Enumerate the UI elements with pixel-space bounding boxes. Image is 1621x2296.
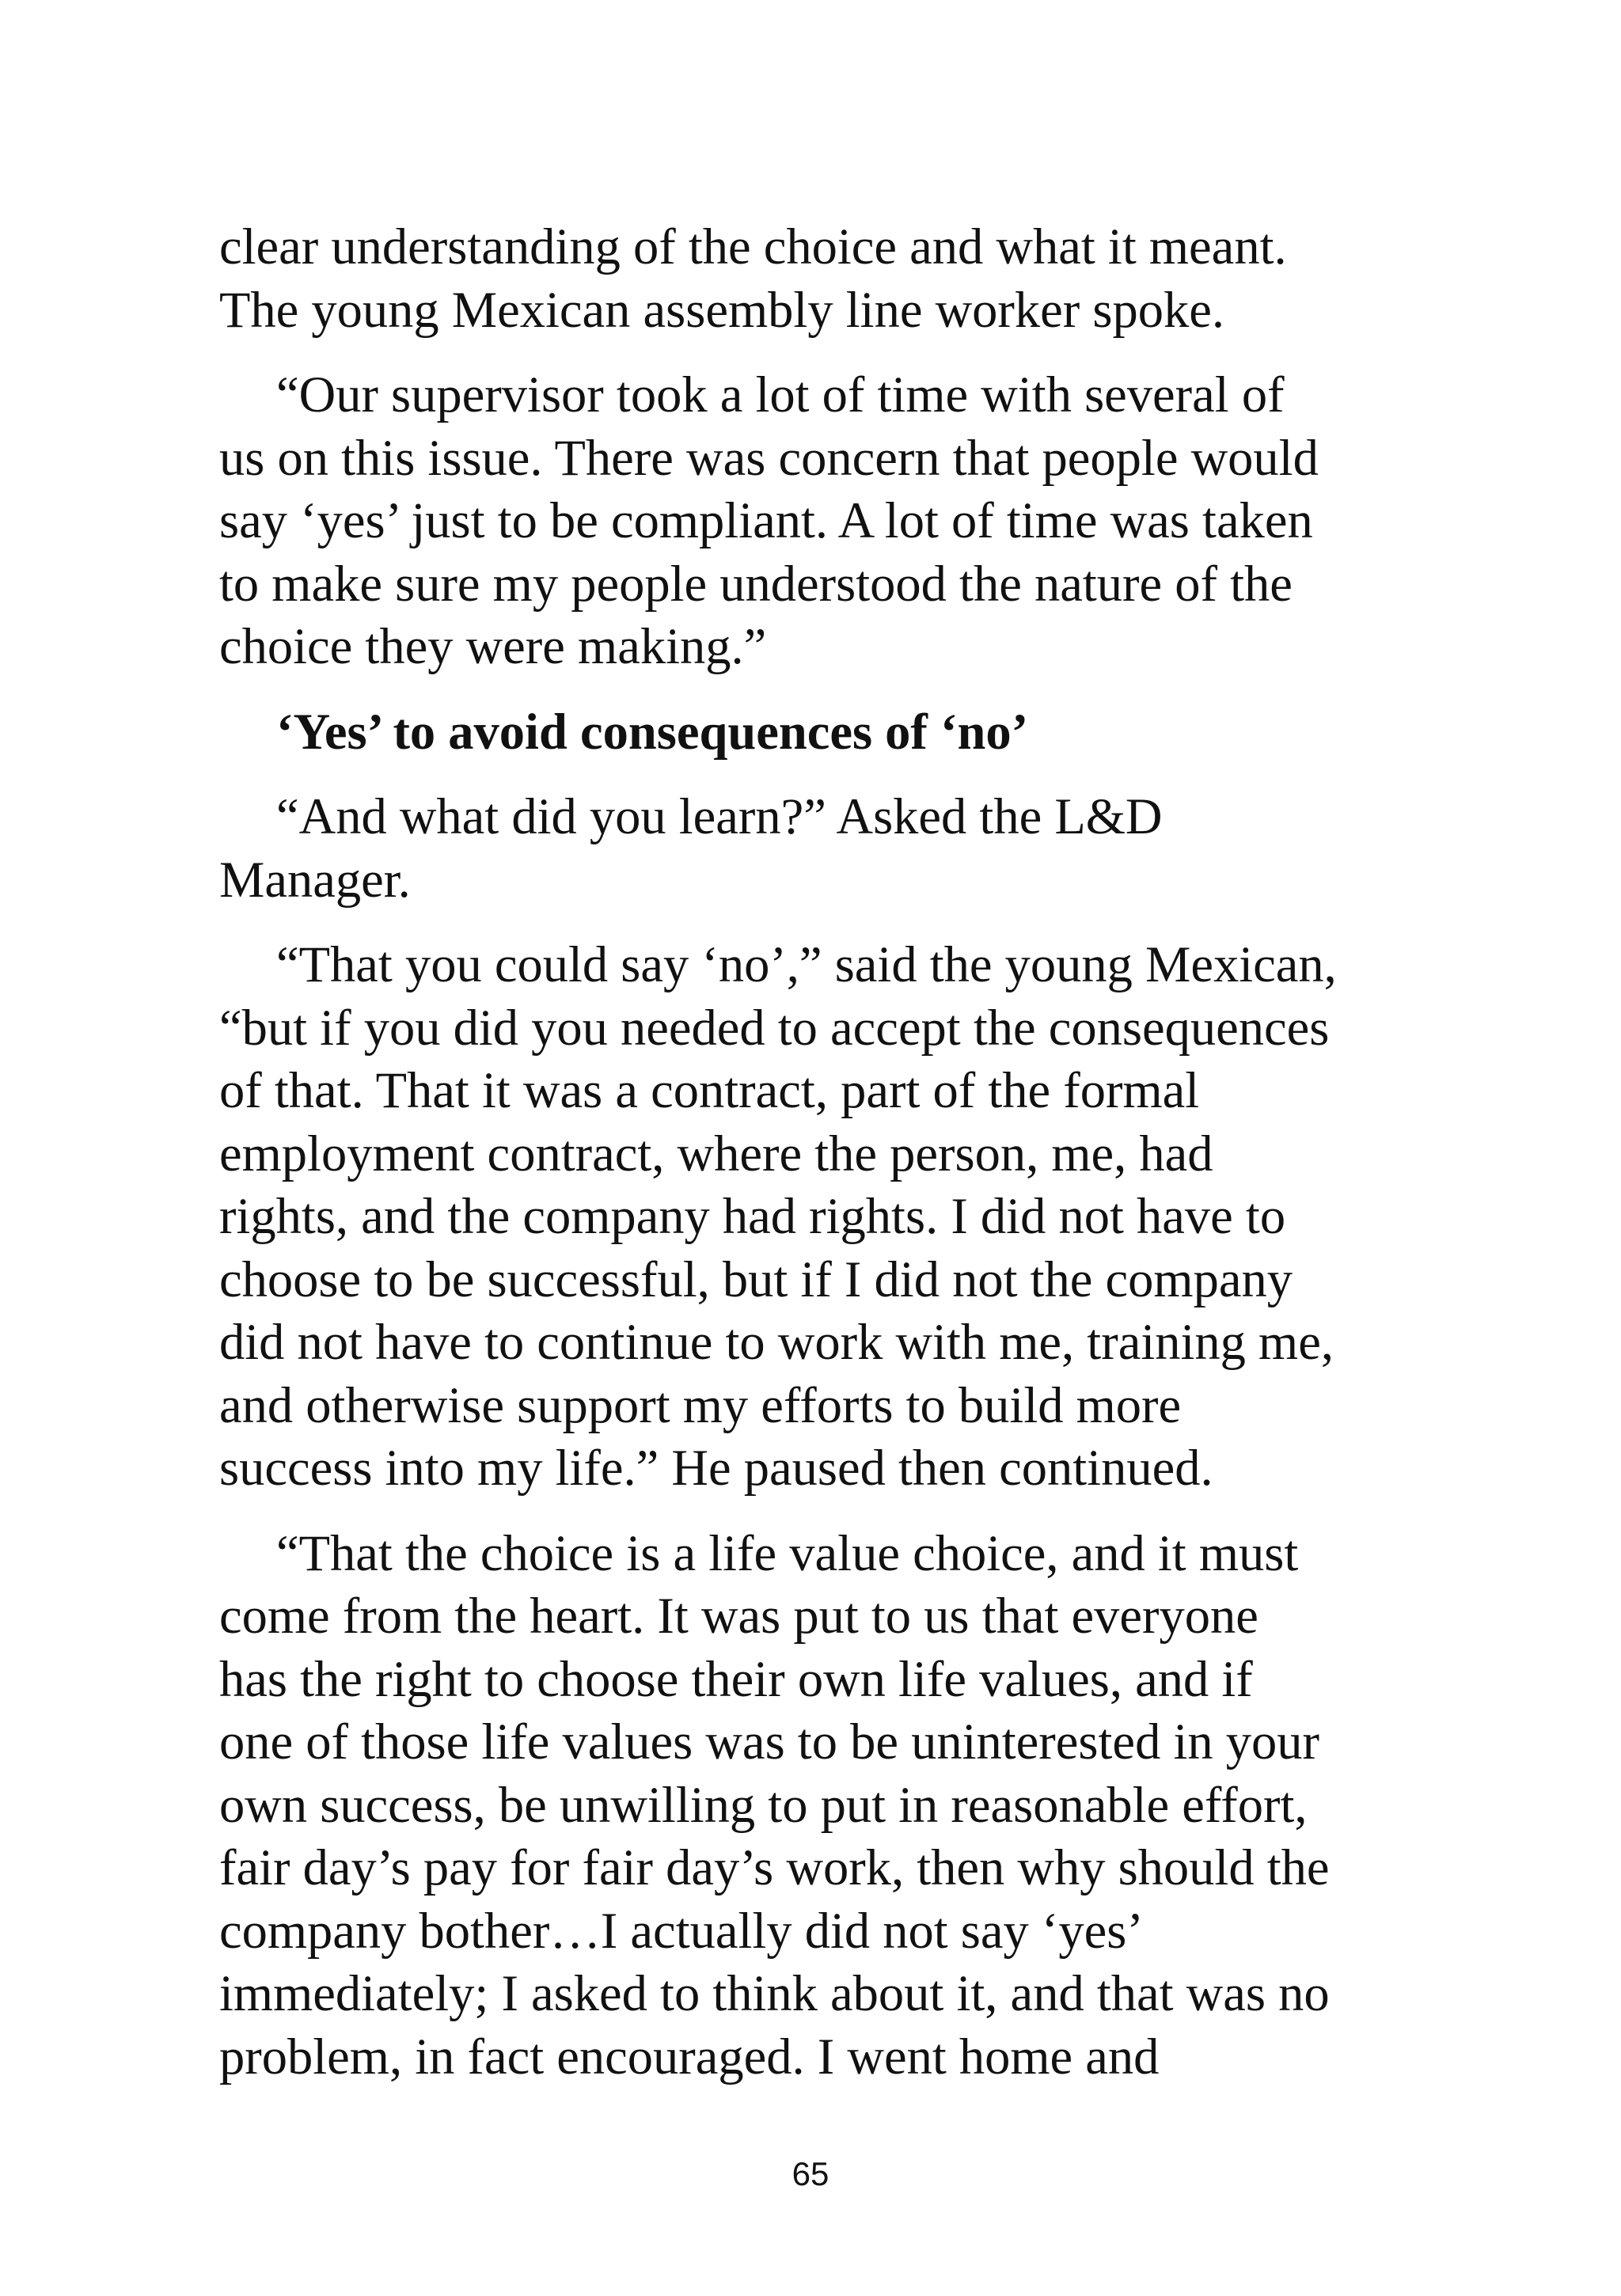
text-line: rights, and the company had rights. I did not have to [219, 1188, 1286, 1244]
text-line: “That you could say ‘no’,” said the young Mexican, [276, 936, 1337, 992]
text-line: choice they were making.” [219, 618, 767, 674]
text-line: one of those life values was to be uninterested in your [219, 1713, 1319, 1770]
text-line: company bother…I actually did not say ‘yes’ [219, 1902, 1144, 1959]
text-line: come from the heart. It was put to us that everyone [219, 1588, 1258, 1644]
text-line: “Our supervisor took a lot of time with several of [276, 366, 1285, 423]
text-line: choose to be successful, but if I did not the company [219, 1250, 1293, 1307]
text-line: to make sure my people understood the nature of the [219, 555, 1293, 612]
text-line: “but if you did you needed to accept the consequences [219, 999, 1330, 1056]
paragraph [219, 215, 1438, 341]
text-line: has the right to choose their own life values, and if [219, 1650, 1253, 1707]
text-line: “That the choice is a life value choice, and it must [276, 1524, 1299, 1581]
text-line: The young Mexican assembly line worker spoke. [219, 281, 1224, 338]
text-line: clear understanding of the choice and what it meant. [219, 218, 1287, 275]
text-line: say ‘yes’ just to be compliant. A lot of time was taken [219, 492, 1313, 548]
subheading-text: ‘Yes’ to avoid consequences of ‘no’ [276, 703, 1029, 760]
text-line: did not have to continue to work with me, training me, [219, 1314, 1334, 1370]
paragraph [219, 785, 1438, 911]
text-line: problem, in fact encouraged. I went home and [219, 2028, 1160, 2085]
text-line: us on this issue. There was concern that people would [219, 429, 1319, 486]
paragraph [219, 933, 1438, 1500]
text-line: success into my life.” He paused then continued. [219, 1440, 1213, 1496]
text-line: employment contract, where the person, me, had [219, 1125, 1213, 1182]
paragraph [219, 1522, 1438, 2089]
text-line: immediately; I asked to think about it, and that was no [219, 1965, 1330, 2021]
text-line: Manager. [219, 851, 411, 908]
page-number: 65 [792, 2155, 829, 2192]
text-line: and otherwise support my efforts to build more [219, 1376, 1182, 1433]
text-line: fair day’s pay for fair day’s work, then why should the [219, 1839, 1330, 1896]
text-line: own success, be unwilling to put in reasonable effort, [219, 1776, 1308, 1833]
page-body-text [219, 215, 1438, 2088]
text-line: of that. That it was a contract, part of the formal [219, 1062, 1200, 1118]
section-subheading [219, 700, 1438, 764]
paragraph [219, 363, 1438, 678]
text-line: “And what did you learn?” Asked the L&D [276, 788, 1163, 844]
